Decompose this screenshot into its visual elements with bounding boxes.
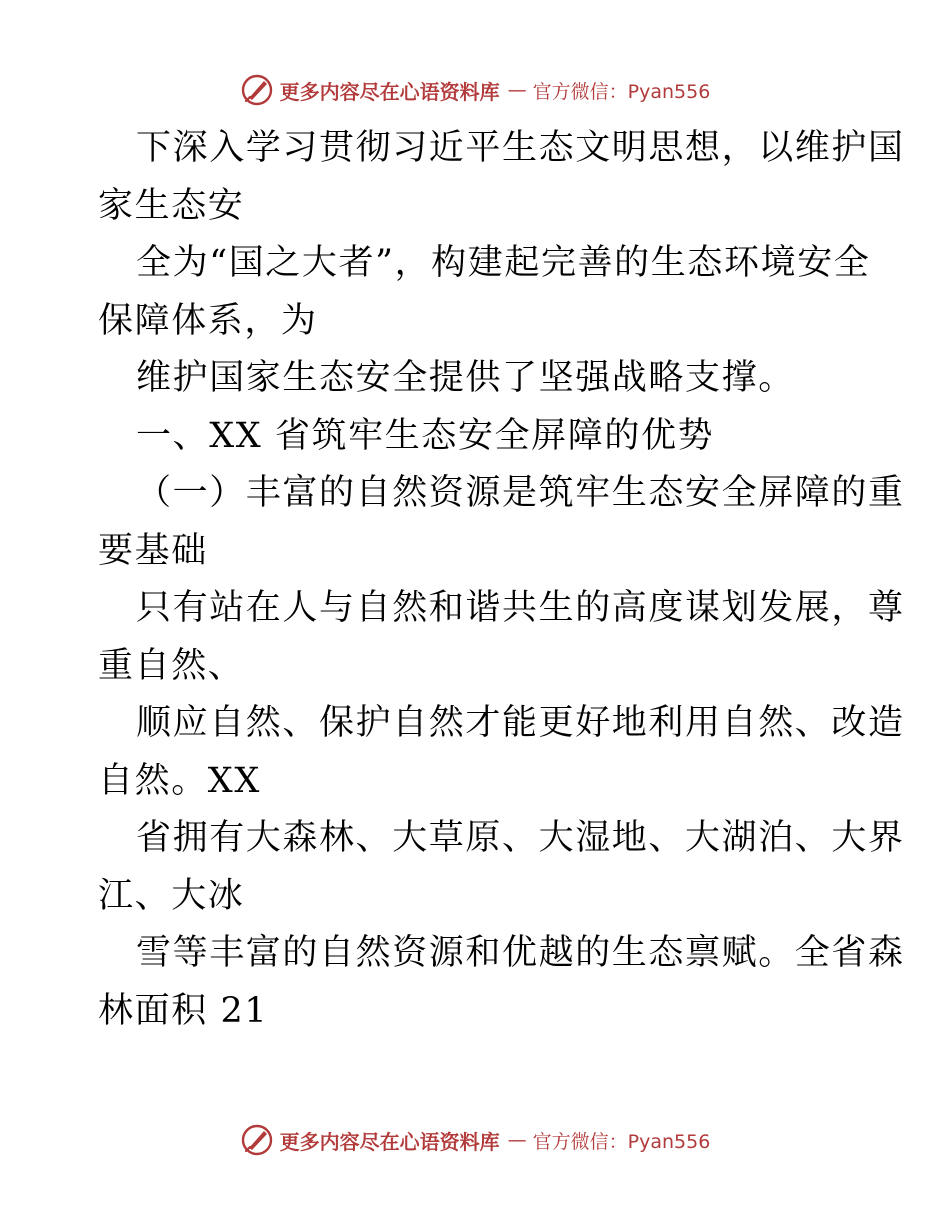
text-line: 全为“国之大者”，构建起完善的生态环境安全 [136, 243, 871, 283]
document-body [98, 120, 905, 1040]
text-line: 省拥有大森林、大草原、大湿地、大湖泊、大界 [136, 818, 905, 858]
text-line: 雪等丰富的自然资源和优越的生态禀赋。全省森 [136, 933, 905, 973]
banner-separator: — [507, 79, 527, 101]
header-banner [0, 70, 950, 110]
banner-text: 更多内容尽在心语资料库 [279, 79, 500, 104]
text-line: 维护国家生态安全提供了坚强战略支撑。 [136, 358, 795, 398]
banner-text: 更多内容尽在心语资料库 [279, 1129, 500, 1154]
text-line: 自然。XX [98, 760, 261, 801]
text-line: 保障体系，为 [98, 300, 318, 341]
quill-circle-icon [240, 1123, 274, 1157]
banner-separator: — [507, 1129, 527, 1151]
text-line: 下深入学习贯彻习近平生态文明思想，以维护国 [136, 128, 905, 168]
footer-banner [0, 1120, 950, 1160]
text-line: （一）丰富的自然资源是筑牢生态安全屏障的重 [136, 473, 905, 513]
text-line: 一、XX 省筑牢生态安全屏障的优势 [136, 415, 715, 456]
text-line: 只有站在人与自然和谐共生的高度谋划发展，尊 [136, 588, 905, 628]
text-line: 家生态安 [98, 185, 245, 226]
banner-wechat: 官方微信：Pyan556 [532, 80, 711, 103]
banner-wechat: 官方微信：Pyan556 [532, 1130, 711, 1153]
text-line: 江、大冰 [98, 875, 245, 916]
text-line: 要基础 [98, 530, 208, 571]
text-line: 林面积 21 [98, 990, 269, 1031]
text-line: 重自然、 [98, 645, 245, 686]
text-line: 顺应自然、保护自然才能更好地利用自然、改造 [136, 703, 905, 743]
quill-circle-icon [240, 73, 274, 107]
